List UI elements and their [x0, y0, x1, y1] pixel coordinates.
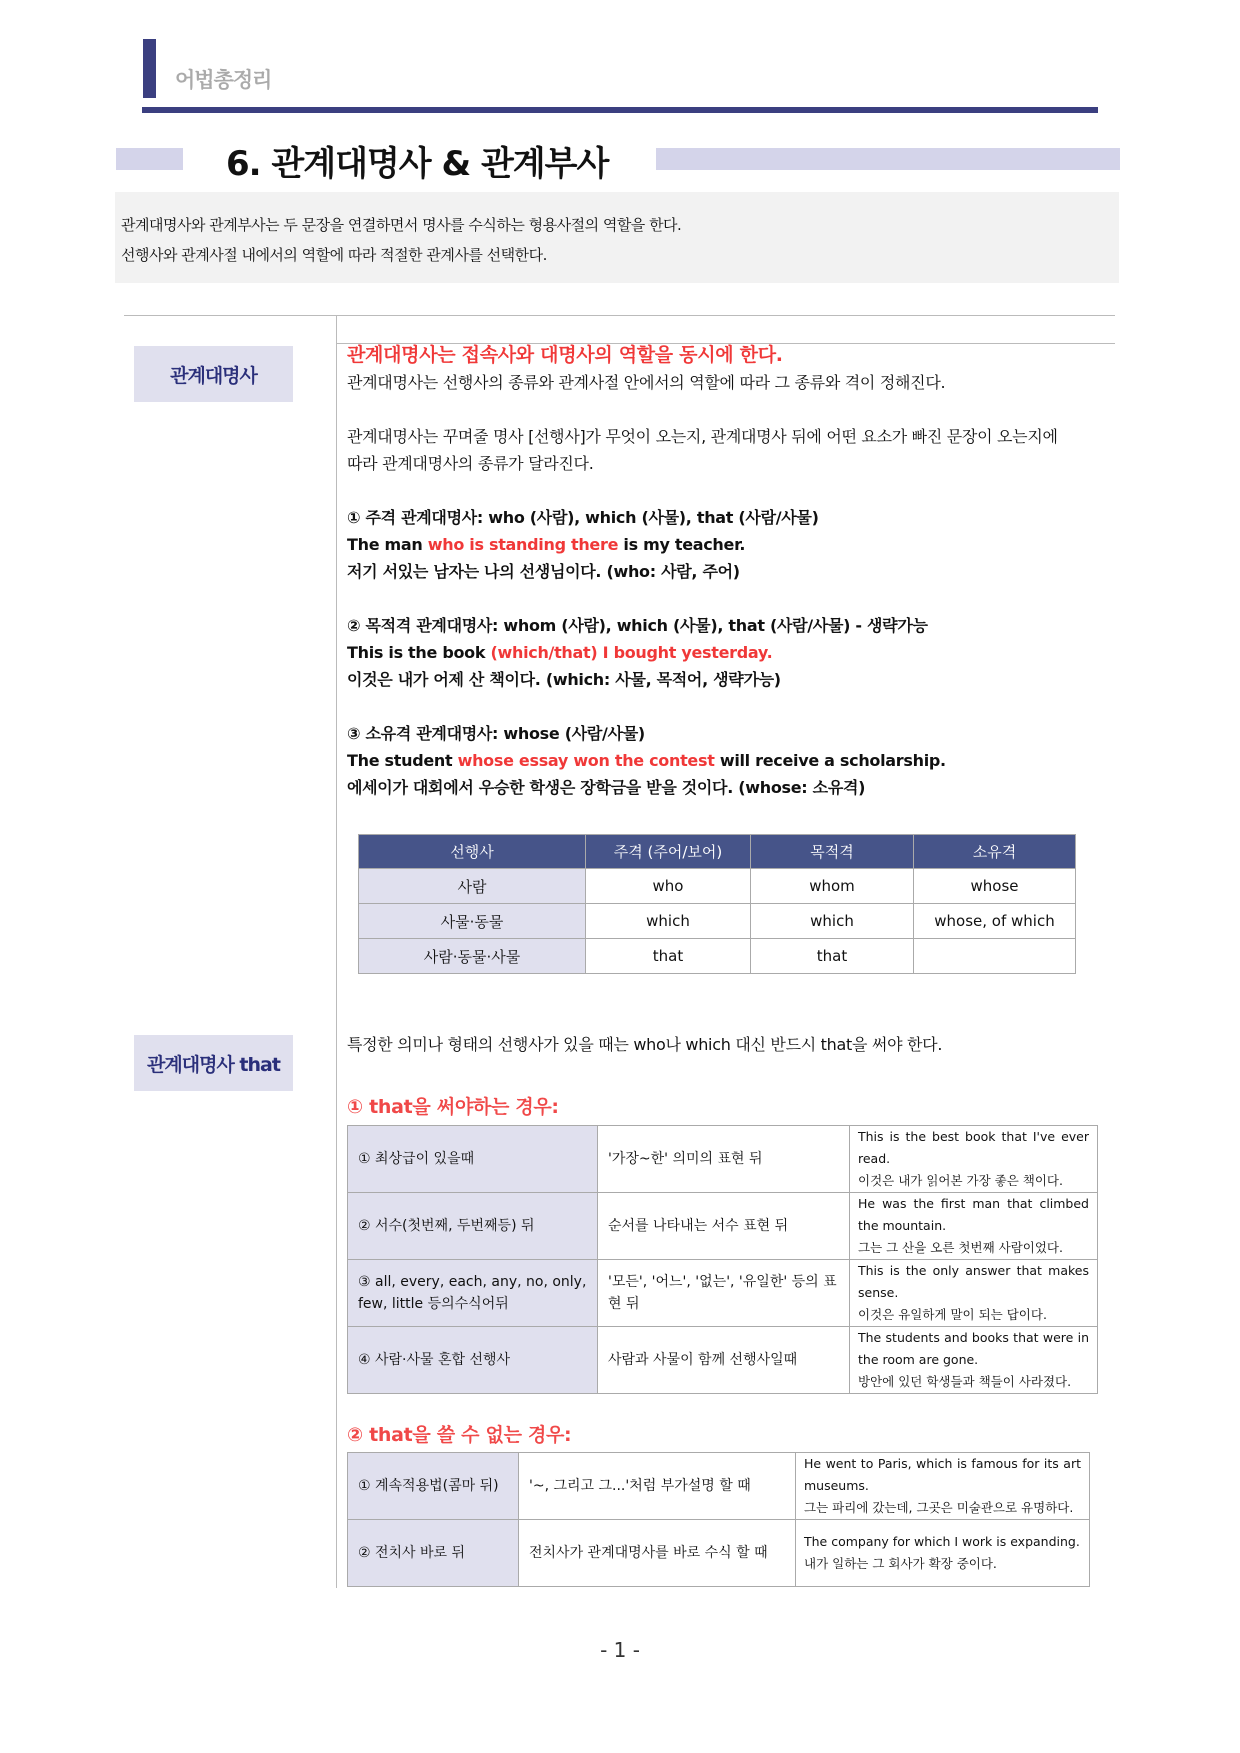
- translation: 이것은 내가 읽어본 가장 좋은 책이다.: [858, 1173, 1063, 1188]
- column-header: 소유격: [914, 835, 1076, 869]
- table-row: [348, 1520, 1090, 1587]
- table-cell: '가장~한' 의미의 표현 뒤: [598, 1126, 850, 1193]
- translation: 내가 일하는 그 회사가 확장 중이다.: [804, 1556, 997, 1571]
- relative-pronoun-table: [358, 834, 1076, 974]
- example-cell: [850, 1126, 1098, 1193]
- text-line: 관계대명사는 선행사의 종류와 관계사절 안에서의 역할에 따라 그 종류와 격이 정해진다.: [347, 373, 946, 392]
- translation: 이것은 내가 어제 산 책이다. (which: 사물, 목적어, 생략가능): [347, 670, 781, 689]
- table-cell: ④ 사람·사물 혼합 선행사: [348, 1327, 598, 1394]
- table-header-row: [359, 835, 1076, 869]
- divider: [124, 315, 1115, 316]
- table-cell: '모든', '어느', '없는', '유일한' 등의 표현 뒤: [598, 1260, 850, 1327]
- translation: 저기 서있는 남자는 나의 선생님이다. (who: 사람, 주어): [347, 562, 740, 581]
- title-band-left: [116, 148, 183, 170]
- intro-box: [115, 192, 1119, 283]
- column-divider: [336, 315, 337, 1588]
- table-row: [359, 904, 1076, 939]
- table-row: [348, 1126, 1098, 1193]
- item-title: ② 목적격 관계대명사: whom (사람), which (사물), that (사람/사물) - 생략가능: [347, 616, 928, 635]
- table-cell: ③ all, every, each, any, no, only, few, little 등의수식어뒤: [348, 1260, 598, 1327]
- cannot-use-heading: ② that을 쓸 수 없는 경우:: [347, 1424, 572, 1446]
- table-cell: 순서를 나타내는 서수 표현 뒤: [598, 1193, 850, 1260]
- example-cell: [850, 1193, 1098, 1260]
- translation: 이것은 유일하게 말이 되는 답이다.: [858, 1307, 1047, 1322]
- table-cell: that: [586, 939, 751, 974]
- table-cell: '~, 그리고 그...'처럼 부가설명 할 때: [519, 1453, 796, 1520]
- section-label-that: 관계대명사 that: [134, 1035, 293, 1091]
- must-use-that-table: [347, 1125, 1098, 1394]
- table-cell: whose, of which: [914, 904, 1076, 939]
- example-sentence: He went to Paris, which is famous for its art museums.: [804, 1456, 1081, 1493]
- example-sentence: The man who is standing there is my teacher.: [347, 535, 746, 554]
- section-label-relative-pronoun: 관계대명사: [134, 346, 293, 402]
- example-sentence: This is the book (which/that) I bought yesterday.: [347, 643, 773, 662]
- example-cell: [850, 1327, 1098, 1394]
- table-cell: whose: [914, 869, 1076, 904]
- table-cell: [914, 939, 1076, 974]
- table-row: [359, 869, 1076, 904]
- translation: 에세이가 대회에서 우승한 학생은 장학금을 받을 것이다. (whose: 소유격): [347, 778, 866, 797]
- example-sentence: He was the first man that climbed the mountain.: [858, 1196, 1089, 1233]
- table-row: [348, 1327, 1098, 1394]
- table-cell: that: [751, 939, 914, 974]
- example-sentence: This is the only answer that makes sense.: [858, 1263, 1089, 1300]
- item-title: ① 주격 관계대명사: who (사람), which (사물), that (사람/사물): [347, 508, 819, 527]
- table-cell: who: [586, 869, 751, 904]
- intro-line: 선행사와 관계사절 내에서의 역할에 따라 적절한 관계사를 선택한다.: [121, 246, 547, 264]
- table-cell: whom: [751, 869, 914, 904]
- table-cell: 사람·동물·사물: [359, 939, 586, 974]
- must-use-heading: ① that을 써야하는 경우:: [347, 1096, 559, 1118]
- header-rule: [142, 107, 1098, 113]
- example-cell: [796, 1520, 1090, 1587]
- example-sentence: The company for which I work is expanding.: [804, 1534, 1080, 1549]
- item-title: ③ 소유격 관계대명사: whose (사람/사물): [347, 724, 645, 743]
- table-cell: ② 전치사 바로 뒤: [348, 1520, 519, 1587]
- table-cell: which: [586, 904, 751, 939]
- example-cell: [850, 1260, 1098, 1327]
- header-accent-bar: [143, 39, 156, 98]
- table-row: [348, 1453, 1090, 1520]
- table-cell: 사물·동물: [359, 904, 586, 939]
- example-sentence: The students and books that were in the room are gone.: [858, 1330, 1089, 1367]
- example-cell: [796, 1453, 1090, 1520]
- table-row: [348, 1193, 1098, 1260]
- table-cell: 전치사가 관계대명사를 바로 수식 할 때: [519, 1520, 796, 1587]
- column-header: 주격 (주어/보어): [586, 835, 751, 869]
- table-cell: 사람: [359, 869, 586, 904]
- text-line: 따라 관계대명사의 종류가 달라진다.: [347, 454, 594, 473]
- table-cell: ① 최상급이 있을때: [348, 1126, 598, 1193]
- section1-content: [347, 342, 1107, 801]
- table-cell: ② 서수(첫번째, 두번째등) 뒤: [348, 1193, 598, 1260]
- table-cell: which: [751, 904, 914, 939]
- example-sentence: The student whose essay won the contest will receive a scholarship.: [347, 751, 946, 770]
- table-row: [348, 1260, 1098, 1327]
- page-number: - 1 -: [600, 1638, 640, 1662]
- chapter-title: 6. 관계대명사 & 관계부사: [226, 144, 609, 184]
- column-header: 선행사: [359, 835, 586, 869]
- title-band-right: [656, 148, 1120, 170]
- intro-line: 관계대명사와 관계부사는 두 문장을 연결하면서 명사를 수식하는 형용사절의 역할을 한다.: [121, 216, 682, 234]
- translation: 그는 파리에 갔는데, 그곳은 미술관으로 유명하다.: [804, 1500, 1074, 1515]
- example-sentence: This is the best book that I've ever read.: [858, 1129, 1089, 1166]
- table-cell: 사람과 사물이 함께 선행사일때: [598, 1327, 850, 1394]
- text-line: 관계대명사는 꾸며줄 명사 [선행사]가 무엇이 오는지, 관계대명사 뒤에 어떤 요소가 빠진 문장이 오는지에: [347, 427, 1058, 446]
- translation: 방안에 있던 학생들과 책들이 사라졌다.: [858, 1374, 1072, 1389]
- cannot-use-that-table: [347, 1452, 1090, 1587]
- section2-intro: 특정한 의미나 형태의 선행사가 있을 때는 who나 which 대신 반드시 that을 써야 한다.: [347, 1035, 943, 1054]
- doc-category: 어법총정리: [175, 68, 272, 92]
- table-cell: ① 계속적용법(콤마 뒤): [348, 1453, 519, 1520]
- section1-heading: 관계대명사는 접속사와 대명사의 역할을 동시에 한다.: [347, 344, 783, 366]
- translation: 그는 그 산을 오른 첫번째 사람이었다.: [858, 1240, 1063, 1255]
- column-header: 목적격: [751, 835, 914, 869]
- table-row: [359, 939, 1076, 974]
